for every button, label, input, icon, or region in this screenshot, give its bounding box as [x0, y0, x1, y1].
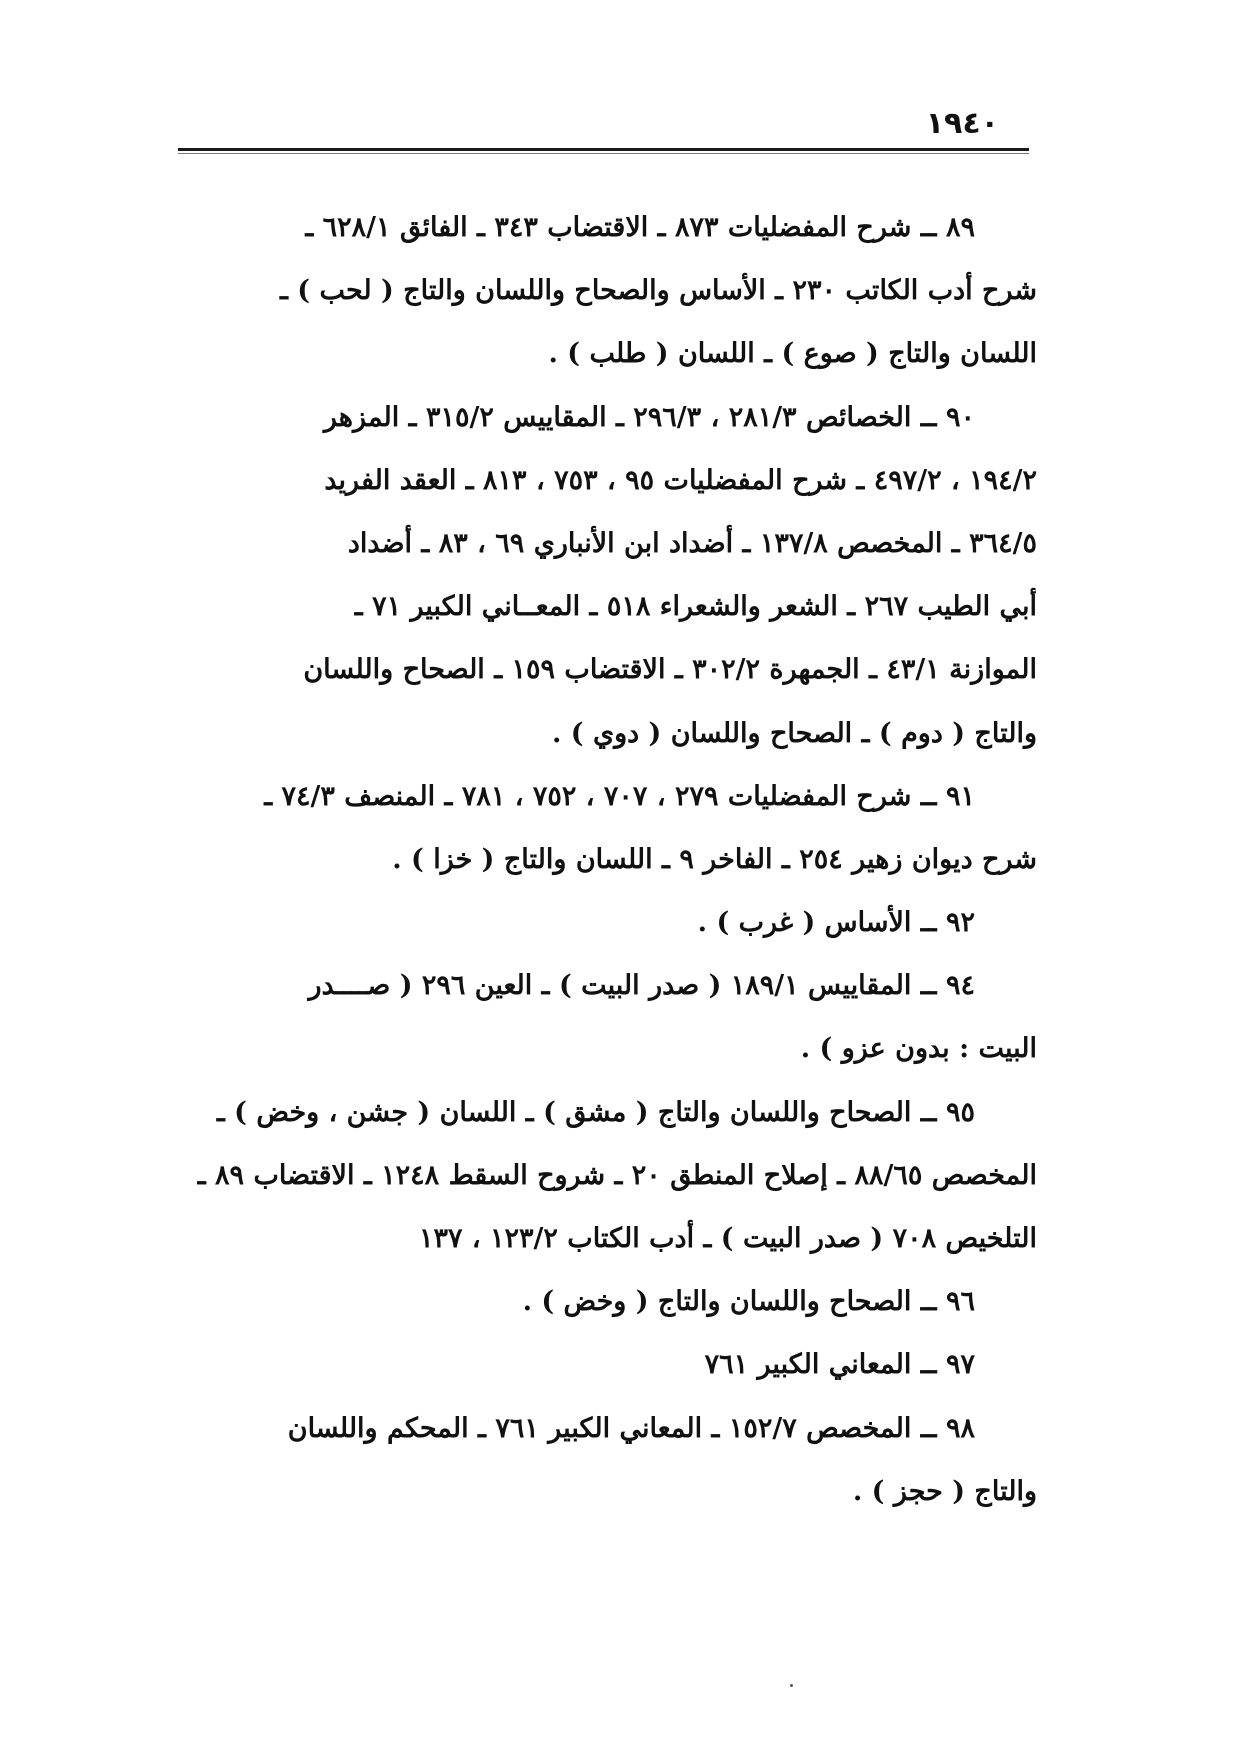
text-line: أبي الطيب ٢٦٧ ـ الشعر والشعراء ٥١٨ ـ المعــاني الكبير ٧١ ـ: [354, 591, 1037, 623]
footnotes-body: [182, 196, 1037, 1523]
text-line: المخصص ٨٨/٦٥ ـ إصلاح المنطق ٢٠ ـ شروح السقط ١٢٤٨ ـ الاقتضاب ٨٩ ـ: [197, 1159, 1037, 1191]
header-rule: [178, 148, 1029, 151]
text-line: ٩٧ ــ المعاني الكبير ٧٦١: [704, 1349, 975, 1381]
text-line: ٩٠ ــ الخصائص ٢٨١/٣ ، ٢٩٦/٣ ـ المقاييس ٣١٥/٢ ـ المزهر: [323, 401, 975, 433]
page-number: ١٩٤٠: [925, 106, 999, 141]
text-line: ٣٦٤/٥ ـ المخصص ١٣٧/٨ ـ أضداد ابن الأنباري ٦٩ ، ٨٣ ـ أضداد: [347, 527, 1037, 559]
text-line: ٩٥ ــ الصحاح واللسان والتاج ( مشق ) ـ اللسان ( جشن ، وخض ) ـ: [216, 1096, 975, 1128]
speck-mark: [790, 1684, 793, 1687]
text-line: ٩٢ ــ الأساس ( غرب ) .: [697, 907, 975, 939]
text-line: اللسان والتاج ( صوع ) ـ اللسان ( طلب ) .: [548, 338, 1037, 370]
text-line: ١٩٤/٢ ، ٤٩٧/٢ ـ شرح المفضليات ٩٥ ، ٧٥٣ ، ٨١٣ ـ العقد الفريد: [324, 464, 1037, 496]
text-line: الموازنة ٤٣/١ ـ الجمهرة ٣٠٢/٢ ـ الاقتضاب ١٥٩ ـ الصحاح واللسان: [303, 654, 1037, 686]
text-line: البيت : بدون عزو ) .: [800, 1033, 1037, 1065]
text-line: ٨٩ ــ شرح المفضليات ٨٧٣ ـ الاقتضاب ٣٤٣ ـ الفائق ٦٢٨/١ ـ: [305, 212, 975, 243]
text-line: والتاج ( دوم ) ـ الصحاح واللسان ( دوي ) .: [551, 717, 1037, 749]
text-line: ٩٦ ــ الصحاح واللسان والتاج ( وخض ) .: [522, 1286, 975, 1318]
text-line: ٩١ ــ شرح المفضليات ٢٧٩ ، ٧٠٧ ، ٧٥٢ ، ٧٨١ ـ المنصف ٧٤/٣ ـ: [264, 780, 975, 812]
header-rule-thin: [178, 153, 1029, 154]
text-line: ٩٨ ــ المخصص ١٥٢/٧ ـ المعاني الكبير ٧٦١ ـ المحكم واللسان: [287, 1412, 975, 1444]
text-line: شرح أدب الكاتب ٢٣٠ ـ الأساس والصحاح واللسان والتاج ( لحب ) ـ: [279, 275, 1037, 307]
text-line: شرح ديوان زهير ٢٥٤ ـ الفاخر ٩ ـ اللسان والتاج ( خزا ) .: [392, 843, 1037, 875]
text-line: ٩٤ ــ المقاييس ١٨٩/١ ( صدر البيت ) ـ العين ٢٩٦ ( صــــدر: [308, 970, 975, 1002]
text-line: والتاج ( حجز ) .: [852, 1475, 1037, 1507]
text-line: التلخيص ٧٠٨ ( صدر البيت ) ـ أدب الكتاب ١٢٣/٢ ، ١٣٧: [418, 1223, 1037, 1254]
